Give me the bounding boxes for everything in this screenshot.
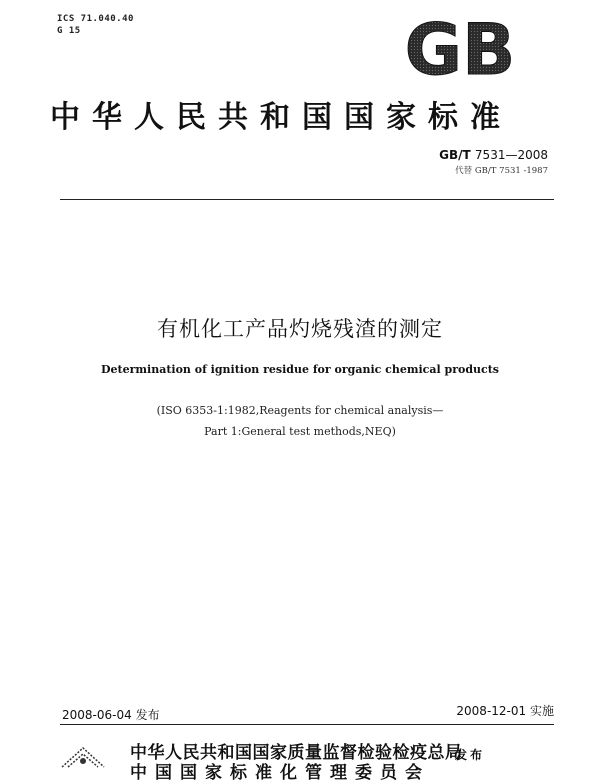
header-rule [60, 199, 554, 200]
replaces-standard [455, 164, 548, 176]
publisher-seal [58, 745, 108, 769]
issuer-line-1: 中华人民共和国国家质量监督检验检疫总局 [130, 743, 463, 763]
replaces-value: GB/T 7531 -1987 [474, 166, 548, 176]
issue-date-value: 2008-06-04 [62, 708, 132, 722]
national-standard-heading: 中华人民共和国国家标准 [50, 100, 512, 135]
title-english: Determination of ignition residue for organic chemical products [100, 363, 499, 376]
standard-number-value: 7531—2008 [474, 148, 548, 162]
issuer-line-2: 中国国家标准化管理委员会 [130, 763, 430, 783]
publish-label: 发布 [455, 748, 486, 762]
issue-label: 发布 [135, 708, 160, 722]
standard-number [439, 148, 548, 162]
replaces-label: 代替 [455, 166, 473, 176]
standard-number-prefix: GB/T [439, 148, 471, 162]
adoption-line-2: Part 1:General test methods,NEQ) [204, 425, 396, 438]
gb-logo [398, 12, 523, 82]
adoption-line-1: (ISO 6353-1:1982,Reagents for chemical analysis— [156, 404, 444, 417]
implement-date [456, 702, 554, 719]
ics-code: ICS 71.040.40 [57, 14, 134, 24]
issue-date [62, 706, 160, 723]
svg-text:GB: GB [404, 12, 516, 82]
footer-rule [60, 724, 554, 725]
title-chinese: 有机化工产品灼烧残渣的测定 [157, 317, 443, 341]
implement-label: 实施 [529, 704, 554, 718]
ccs-code: G 15 [57, 26, 81, 36]
implement-date-value: 2008-12-01 [456, 704, 527, 718]
